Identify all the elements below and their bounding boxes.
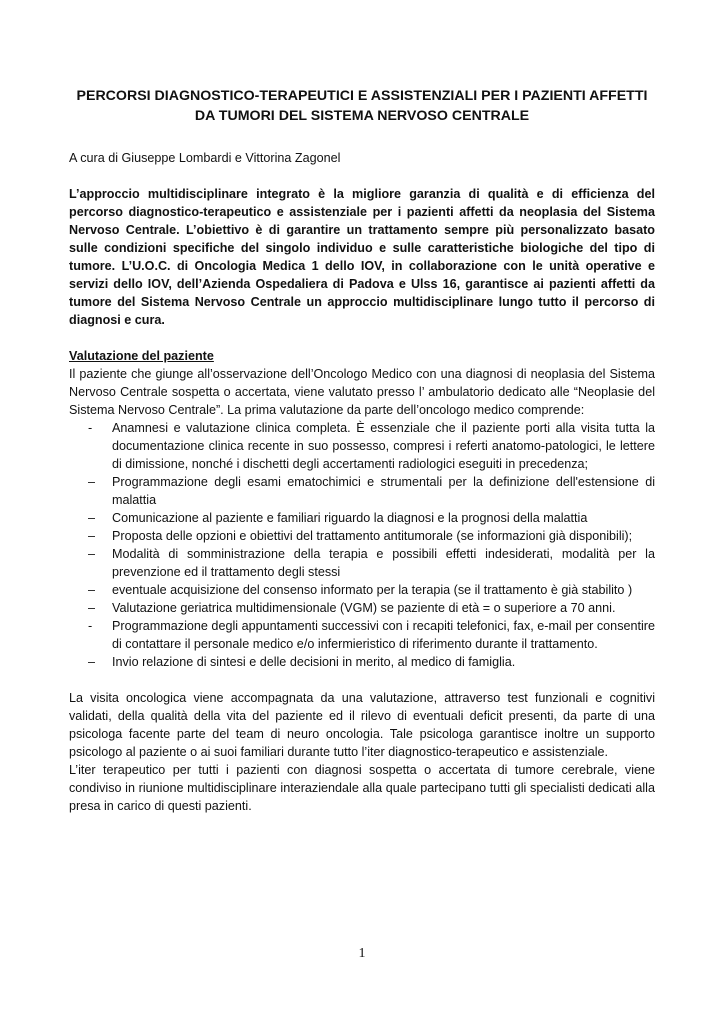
list-item-text: Comunicazione al paziente e familiari riguardo la diagnosi e la prognosi della malattia	[112, 511, 588, 525]
list-item	[69, 581, 655, 599]
authors-line: A cura di Giuseppe Lombardi e Vittorina Zagonel	[69, 151, 341, 165]
list-item	[69, 599, 655, 617]
list-item-text: Anamnesi e valutazione clinica completa. È essenziale che il paziente porti alla visita tutta la documentazione clinica recente in suo possesso, compresi i referti anatomo-patologici, le lettere di dimissione, nonché i dischetti degli accertamenti radiologici eseguiti in precedenza;	[112, 421, 655, 471]
list-bullet: –	[88, 529, 96, 543]
list-bullet: –	[88, 601, 96, 615]
page-content	[69, 86, 655, 815]
list-item-text: Modalità di somministrazione della terapia e possibili effetti indesiderati, modalità per la prevenzione ed il trattamento degli stessi	[112, 547, 655, 579]
list-bullet: –	[88, 583, 96, 597]
list-item	[69, 473, 655, 509]
list-bullet: –	[88, 475, 96, 489]
list-bullet: -	[88, 421, 93, 435]
list-item-text: Valutazione geriatrica multidimensionale (VGM) se paziente di età = o superiore a 70 anni.	[112, 601, 616, 615]
quality-of-life-paragraph: La visita oncologica viene accompagnata da una valutazione, attraverso test funzionali e cognitivi validati, della qualità della vita del paziente ed il rilevo di eventuali deficit presenti, da parte di una psicologa facente parte del team di neuro oncologia. Tale psicologa garantisce inoltre un supporto psicologo al paziente o ai suoi familiari durante tutto l’iter diagnostico-terapeutico e assistenziale.	[69, 691, 655, 759]
list-bullet: –	[88, 547, 96, 561]
intro-paragraph: L’approccio multidisciplinare integrato è la migliore garanzia di qualità e di efficienza del percorso diagnostico-terapeutico e assistenziale per i pazienti affetti da neoplasia del Sistema Nervoso Centrale. L’obiettivo è di garantire un trattamento sempre più personalizzato basato sulle condizioni specifiche del singolo individuo e sulle caratteristiche biologiche del tipo di tumore. L’U.O.C. di Oncologia Medica 1 dello IOV, in collaborazione con le unità operative e servizi dello IOV, dell’Azienda Ospedaliera di Padova e Ulss 16, garantisce ai pazienti affetti da tumore del Sistema Nervoso Centrale un approccio multidisciplinare lungo tutto il percorso di diagnosi e cura.	[69, 187, 655, 327]
evaluation-list	[69, 419, 655, 671]
list-item-text: Programmazione degli appuntamenti successivi con i recapiti telefonici, fax, e-mail per consentire di contattare il personale medico e/o infermieristico di riferimento durante il trattamento.	[112, 619, 655, 651]
list-item	[69, 419, 655, 473]
list-bullet: -	[88, 619, 93, 633]
therapeutic-path-paragraph: L’iter terapeutico per tutti i pazienti con diagnosi sospetta o accertata di tumore cerebrale, viene condiviso in riunione multidisciplinare interaziendale alla quale partecipano tutti gli specialisti dedicati alla presa in carico di questi pazienti.	[69, 763, 655, 813]
document-title: PERCORSI DIAGNOSTICO-TERAPEUTICI E ASSISTENZIALI PER I PAZIENTI AFFETTI DA TUMORI DEL SISTEMA NERVOSO CENTRALE	[76, 88, 648, 124]
list-item	[69, 545, 655, 581]
section-intro-paragraph: Il paziente che giunge all’osservazione dell’Oncologo Medico con una diagnosi di neoplasia del Sistema Nervoso Centrale sospetta o accertata, viene valutato presso l’ ambulatorio dedicato alle “Neoplasie del Sistema Nervoso Centrale”. La prima valutazione da parte dell’oncologo medico comprende:	[69, 367, 655, 417]
list-item	[69, 653, 655, 671]
list-item-text: Programmazione degli esami ematochimici e strumentali per la definizione dell'estensione di malattia	[112, 475, 655, 507]
list-item	[69, 527, 655, 545]
list-bullet: –	[88, 511, 96, 525]
list-item-text: Proposta delle opzioni e obiettivi del trattamento antitumorale (se informazioni già disponibili);	[112, 529, 633, 543]
list-bullet: –	[88, 655, 96, 669]
list-item-text: eventuale acquisizione del consenso informato per la terapia (se il trattamento è già stabilito )	[112, 583, 633, 597]
list-item	[69, 509, 655, 527]
list-item	[69, 617, 655, 653]
section-heading: Valutazione del paziente	[69, 349, 214, 363]
page-number: 1	[358, 946, 366, 961]
list-item-text: Invio relazione di sintesi e delle decisioni in merito, al medico di famiglia.	[112, 655, 516, 669]
